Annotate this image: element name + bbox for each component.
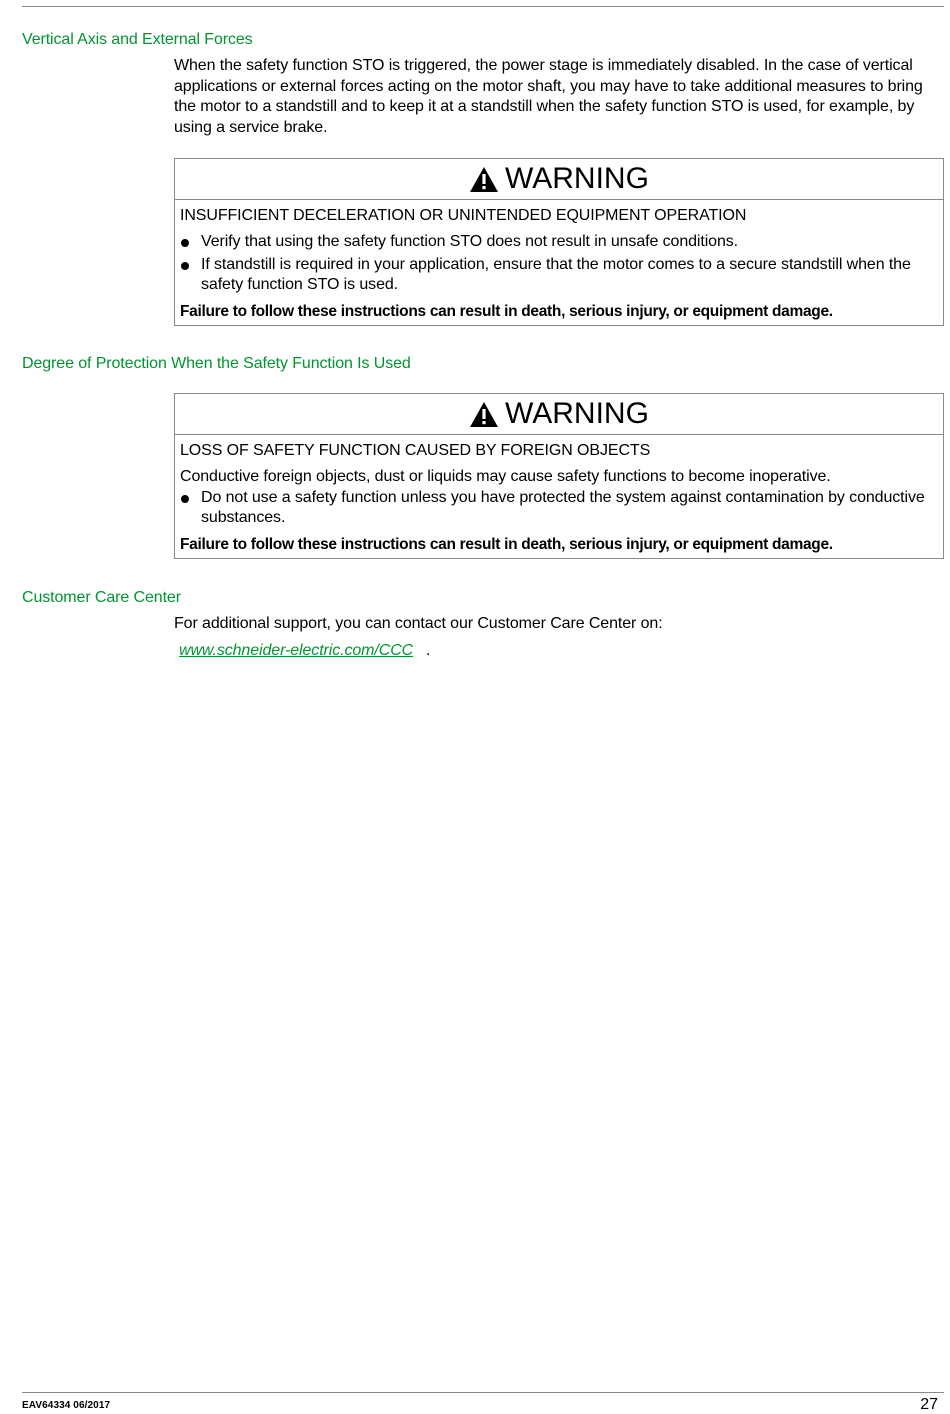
list-item xyxy=(180,488,938,529)
warning-box-foreign-objects xyxy=(174,393,944,559)
section-heading-vertical-axis: Vertical Axis and External Forces xyxy=(22,31,253,48)
bullet-icon xyxy=(181,262,189,270)
warning-title: INSUFFICIENT DECELERATION OR UNINTENDED EQUIPMENT OPERATION xyxy=(180,207,747,224)
link-suffix: . xyxy=(426,642,431,659)
warning-body xyxy=(175,200,943,325)
section-body-vertical-axis: When the safety function STO is triggered, the power stage is immediately disabled. In the case of vertical applications or external forces acting on the motor shaft, you may have to take additional measures to bring the motor to a standstill and to keep it at a standstill when the safety function STO is used, for example, by using a service brake. xyxy=(174,57,923,136)
customer-care-link[interactable]: www.schneider-electric.com/CCC xyxy=(179,642,414,659)
list-item-text: If standstill is required in your application, ensure that the motor comes to a secure standstill when the safety function STO is used. xyxy=(201,255,911,293)
warning-text: Conductive foreign objects, dust or liquids may cause safety functions to become inoperative. xyxy=(180,468,831,485)
warning-consequence: Failure to follow these instructions can result in death, serious injury, or equipment damage. xyxy=(180,302,833,320)
list-item-text: Do not use a safety function unless you have protected the system against contamination by conductive substances. xyxy=(201,488,925,526)
warning-box-deceleration xyxy=(174,158,944,326)
warning-header xyxy=(175,159,943,200)
warning-list xyxy=(180,488,938,529)
warning-consequence: Failure to follow these instructions can result in death, serious injury, or equipment damage. xyxy=(180,535,833,553)
bullet-icon xyxy=(181,495,189,503)
list-item-text: Verify that using the safety function STO does not result in unsafe conditions. xyxy=(201,233,739,250)
warning-body xyxy=(175,435,943,558)
list-item xyxy=(180,255,938,296)
section-heading-degree-of-protection: Degree of Protection When the Safety Function Is Used xyxy=(22,355,411,372)
section-heading-customer-care: Customer Care Center xyxy=(22,589,181,606)
warning-signal-word: WARNING xyxy=(505,162,649,195)
warning-header xyxy=(175,394,943,435)
section-body-customer-care: For additional support, you can contact our Customer Care Center on: xyxy=(174,615,663,632)
warning-list xyxy=(180,232,938,296)
warning-title: LOSS OF SAFETY FUNCTION CAUSED BY FOREIGN OBJECTS xyxy=(180,442,651,459)
warning-triangle-icon xyxy=(469,166,499,193)
list-item xyxy=(180,232,938,253)
page-number: 27 xyxy=(920,1396,938,1413)
warning-triangle-icon xyxy=(469,401,499,428)
warning-signal-word: WARNING xyxy=(505,397,649,430)
header-rule xyxy=(22,6,944,7)
bullet-icon xyxy=(181,239,189,247)
footer-doc-id: EAV64334 06/2017 xyxy=(22,1400,111,1411)
footer-rule xyxy=(22,1392,944,1393)
